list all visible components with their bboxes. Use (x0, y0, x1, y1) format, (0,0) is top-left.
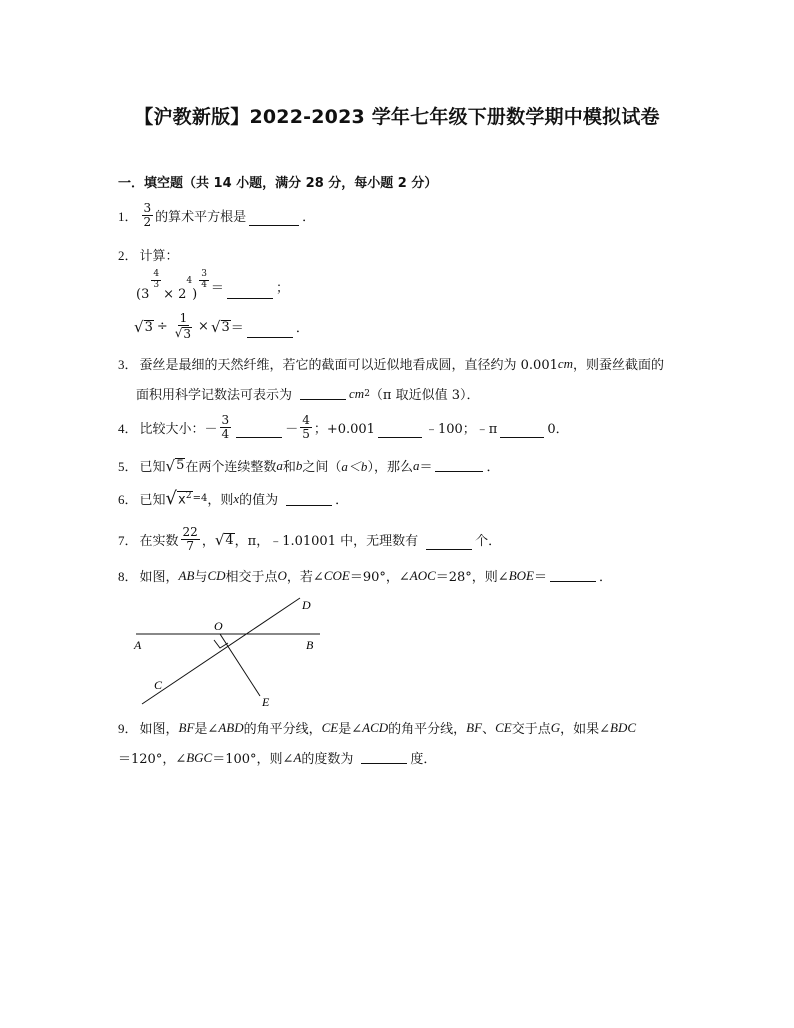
geometry-figure (132, 596, 332, 708)
question-text: ；+0.001 (313, 422, 375, 438)
denominator: 3 (153, 279, 160, 290)
answer-blank (236, 436, 282, 438)
answer-blank (378, 436, 422, 438)
question-text: 之间（ (302, 460, 342, 475)
question-text: ，则 (207, 493, 234, 508)
question-number: 1． (118, 209, 138, 225)
denominator: √ 3 (174, 326, 192, 342)
exponent-fraction (199, 270, 209, 291)
question-text: 在两个连续整数 (185, 460, 277, 475)
expr-times: × 2 (163, 287, 187, 302)
exponent-fraction (151, 270, 161, 291)
question-text: 的度数为 (301, 752, 354, 767)
question-end: 度． (410, 752, 437, 767)
line-label: BF (466, 719, 483, 735)
line-label: AB (178, 567, 195, 583)
sqrt: √ 4 (214, 530, 234, 549)
angle-label: BOE (508, 567, 534, 583)
angle-label: BGC (186, 749, 213, 765)
question-text: 如图， (139, 570, 179, 585)
question-3-line-2 (136, 384, 480, 403)
unit-exponent: 2 (364, 388, 370, 399)
question-text: 交于点 (511, 722, 551, 737)
question-text: 的值为 (239, 493, 279, 508)
question-text: 是∠ (194, 722, 219, 737)
question-text: 计算： (139, 249, 179, 264)
question-number: 4． (118, 421, 138, 437)
fraction (181, 526, 200, 553)
question-text: 蚕丝是最细的天然纤维，若它的截面可以近似地看成圆，直径约为 0.001 (139, 358, 558, 373)
exponent: 2 (185, 490, 192, 501)
question-number: 8． (118, 569, 138, 584)
answer-blank (300, 398, 346, 400)
point-label-o: O (214, 619, 223, 633)
question-text: 面积用科学记数法可表示为 (136, 388, 293, 403)
variable: b (295, 457, 303, 473)
question-end: ． (598, 570, 612, 585)
point-label: G (550, 719, 561, 735)
question-end: ； (275, 280, 289, 296)
fraction (220, 414, 232, 441)
question-text: ＝90°，∠ (349, 570, 410, 585)
point-label-d: D (302, 598, 311, 612)
question-number: 7． (118, 533, 138, 549)
sqrt: √ 5 (165, 456, 185, 475)
radicand (177, 491, 193, 508)
radicand: 5 (176, 458, 185, 474)
answer-blank (500, 436, 544, 438)
question-text: ，则蚕丝截面的 (573, 358, 665, 373)
numerator: 4 (153, 269, 160, 279)
minus: － (204, 422, 218, 438)
question-text: ，π，﹣1.01001 中，无理数有 (234, 534, 419, 550)
answer-blank (426, 548, 472, 550)
sqrt: √ $x^2$ (165, 488, 192, 509)
question-end: 个． (475, 534, 502, 550)
variable: a (412, 457, 420, 473)
angle-label: BDC (610, 719, 637, 735)
sqrt: √ 3 (210, 317, 230, 336)
point-label-a: A (134, 638, 142, 652)
expr-close: ) (192, 287, 198, 302)
numerator: 3 (221, 413, 230, 427)
question-end: ． (486, 460, 500, 475)
equals: ＝ (419, 460, 433, 475)
question-9-line-2 (118, 748, 436, 767)
question-text: ），那么 (367, 460, 413, 475)
radicand: 3 (183, 327, 192, 342)
line-label: CD (207, 567, 226, 583)
line-label: CE (495, 719, 512, 735)
question-5 (118, 456, 499, 475)
question-text: 在实数 (139, 534, 179, 550)
divide: ÷ (156, 319, 168, 335)
angle-label: ABD (218, 719, 244, 735)
variable: a (276, 457, 283, 473)
numerator: 22 (182, 525, 198, 539)
question-text: 的角平分线， (243, 722, 322, 737)
answer-blank (227, 297, 273, 299)
question-6 (118, 488, 348, 509)
question-2-part-a (136, 270, 289, 302)
question-9-line-1 (118, 718, 636, 737)
question-text: 的算术平方根是 (155, 210, 247, 226)
question-end: ． (295, 321, 309, 337)
line-label: CE (321, 719, 339, 735)
question-text: 相交于点 (225, 570, 278, 585)
point-label-b: B (306, 638, 314, 652)
fraction (173, 312, 194, 341)
section-heading: 一．填空题（共 14 小题，满分 28 分，每小题 2 分） (118, 176, 438, 191)
question-8 (118, 566, 612, 585)
expr-open: (3 (136, 287, 150, 302)
numerator: 3 (143, 201, 152, 215)
question-text: ，如果∠ (560, 722, 611, 737)
answer-blank (550, 580, 596, 582)
question-number: 5． (118, 459, 138, 474)
variable: x (178, 492, 186, 508)
sqrt: √ 3 (134, 317, 153, 336)
question-text: ＝28°，则∠ (435, 570, 509, 585)
denominator: 2 (143, 215, 152, 230)
numerator: 4 (302, 413, 310, 427)
question-number: 2． (118, 248, 138, 263)
question-4 (118, 414, 569, 441)
question-text: 已知 (139, 493, 166, 508)
point-label-e: E (262, 695, 270, 708)
angle-label: ACD (362, 719, 389, 735)
question-2 (118, 245, 179, 264)
point-label-c: C (154, 678, 163, 692)
fraction (300, 414, 312, 441)
fraction (142, 202, 154, 229)
unit: cm (557, 355, 574, 371)
line-label: BF (178, 719, 195, 735)
angle-label: A (293, 749, 302, 765)
denominator: 5 (302, 427, 310, 442)
angle-label: AOC (409, 567, 436, 583)
angle-label: COE (323, 567, 350, 583)
right-angle-mark (214, 640, 228, 648)
question-text: 和 (282, 460, 296, 475)
question-end: ． (302, 210, 316, 226)
minus: － (285, 422, 299, 438)
question-1 (118, 202, 315, 229)
point-label: O (277, 567, 287, 583)
answer-blank (286, 504, 332, 506)
numerator: 3 (201, 269, 207, 279)
denominator: 4 (221, 427, 230, 442)
answer-blank (435, 470, 483, 472)
question-text: （π 取近似值 3）． (369, 388, 480, 403)
answer-blank (249, 224, 299, 226)
equals: ＝ (210, 280, 224, 296)
answer-blank (247, 336, 293, 338)
question-number: 9． (118, 721, 138, 736)
question-text: 是∠ (338, 722, 363, 737)
condition: a＜b (341, 459, 368, 474)
question-text: ，若∠ (286, 570, 324, 585)
times: × (198, 319, 209, 335)
line-cd (142, 598, 300, 704)
exponent: 4 (186, 276, 193, 286)
question-7 (118, 526, 501, 553)
numerator: 1 (179, 311, 188, 325)
equals: ＝ (533, 570, 547, 585)
unit: cm (349, 385, 365, 401)
question-number: 3． (118, 357, 138, 372)
question-text: 、 (482, 722, 496, 737)
question-text: 的角平分线， (388, 722, 467, 737)
question-text: ﹣100；﹣π (424, 422, 498, 438)
variable: x (233, 490, 240, 506)
question-end: 0． (547, 422, 569, 438)
question-text: 已知 (139, 460, 166, 475)
equation-value: =4 (192, 493, 208, 504)
denominator: 7 (186, 539, 194, 554)
question-number: 6． (118, 492, 138, 507)
radicand: 4 (225, 532, 234, 548)
denominator: 4 (201, 279, 207, 290)
question-text: ＝100°，则∠ (212, 752, 294, 767)
question-2-part-b (134, 312, 309, 341)
question-text: 如图， (139, 722, 179, 737)
radicand: 3 (221, 319, 230, 335)
answer-blank (361, 762, 407, 764)
question-text: ， (201, 534, 215, 550)
question-text: 与 (194, 570, 208, 585)
equals: ＝ (230, 321, 244, 337)
question-end: ． (335, 493, 349, 508)
radicand: 3 (144, 319, 153, 335)
page-title: 【沪教新版】2022-2023 学年七年级下册数学期中模拟试卷 (134, 106, 660, 128)
question-text: 比较大小： (139, 422, 205, 438)
question-text: ＝120°，∠ (118, 752, 187, 767)
question-3-line-1 (118, 354, 664, 373)
ray-oe (220, 634, 260, 696)
